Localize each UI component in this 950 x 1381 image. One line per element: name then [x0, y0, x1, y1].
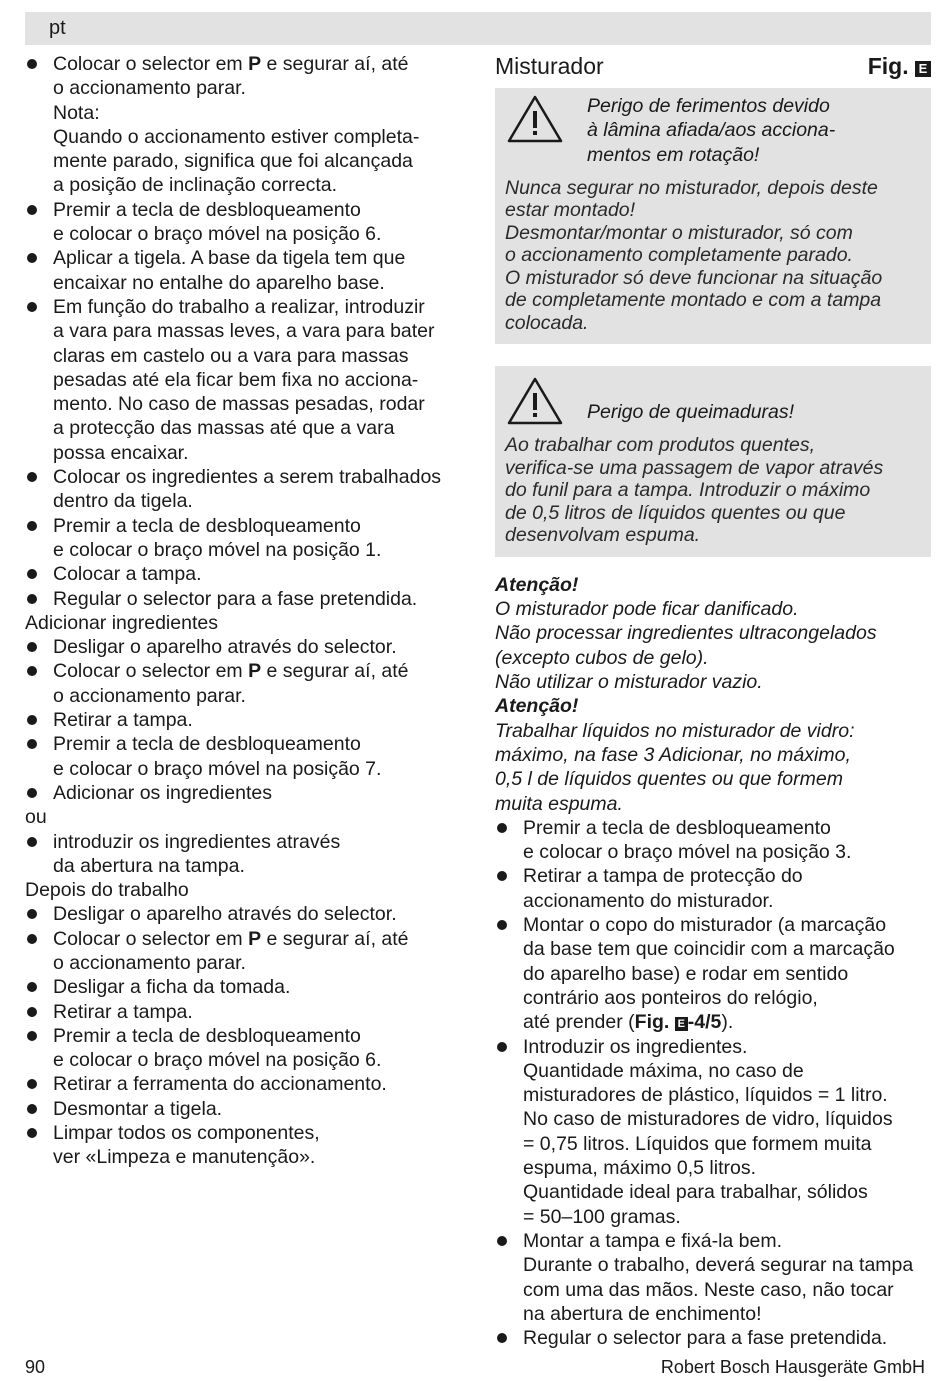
attention-block: Atenção! O misturador pode ficar danificado. Não processar ingredientes ultracongelados (excepto cubos de gelo). Não utilizar o misturador vazio. Atenção! Trabalhar líquidos no misturador de vidro: máximo, na fase 3 Adicionar, no máximo, 0,5 l de líquidos quentes ou que formem muita espuma.: [495, 573, 931, 816]
company-name: Robert Bosch Hausgeräte GmbH: [660, 1357, 925, 1377]
list-item: Limpar todos os componentes, ver «Limpeza e manutenção».: [25, 1121, 465, 1170]
warning-body: Nunca segurar no misturador, depois deste estar montado! Desmontar/montar o misturador, só com o accionamento completamente parado. O misturador só deve funcionar na situação de completamente montado e com a tampa colocada.: [505, 176, 883, 334]
language-code: pt: [49, 17, 66, 39]
section-heading-add-ingredients: Adicionar ingredientes: [25, 611, 218, 634]
warning-title: Perigo de ferimentos devido à lâmina afiada/aos acciona- mentos em rotação!: [587, 95, 836, 166]
attention-heading: Atenção!: [495, 695, 579, 718]
list-item: Colocar o selector em P e segurar aí, até o accionamento parar.: [25, 659, 465, 708]
list-item: Retirar a tampa.: [25, 1000, 465, 1024]
section-title-row: [495, 52, 931, 80]
list-item: Desligar a ficha da tomada.: [25, 975, 465, 999]
attention-heading: Atenção!: [495, 573, 579, 596]
warning-triangle-icon: [507, 376, 563, 426]
left-column: [25, 52, 465, 1170]
list-item: Premir a tecla de desbloqueamento e colocar o braço móvel na posição 3.: [495, 816, 931, 865]
figure-reference: Fig. E: [868, 52, 931, 80]
page-number: 90: [25, 1357, 46, 1377]
section-title: Misturador: [495, 53, 604, 79]
list-item: Regular o selector para a fase pretendida.: [495, 1326, 931, 1350]
list-item: Colocar os ingredientes a serem trabalhados dentro da tigela.: [25, 465, 465, 514]
list-item: Desligar o aparelho através do selector.: [25, 635, 465, 659]
list-item: Colocar a tampa.: [25, 562, 465, 586]
language-header-bar: [25, 12, 931, 45]
warning-box-burn: [495, 366, 931, 557]
list-item: Premir a tecla de desbloqueamento e colocar o braço móvel na posição 6.: [25, 198, 465, 247]
list-item: Retirar a tampa de protecção do accionamento do misturador.: [495, 864, 931, 913]
list-item: Colocar o selector em P e segurar aí, até o accionamento parar.: [25, 52, 465, 101]
list-item: Premir a tecla de desbloqueamento e colocar o braço móvel na posição 1.: [25, 514, 465, 563]
list-item: Aplicar a tigela. A base da tigela tem que encaixar no entalhe do aparelho base.: [25, 246, 465, 295]
list-item: Premir a tecla de desbloqueamento e colocar o braço móvel na posição 7.: [25, 732, 465, 781]
list-item: Em função do trabalho a realizar, introduzir a vara para massas leves, a vara para bater claras em castelo ou a vara para massas pesadas até ela ficar bem fixa no acciona- mento. No caso de massas pesadas, rodar a protecção das massas até que a vara possa encaixar.: [25, 295, 465, 465]
section-heading-after-work: Depois do trabalho: [25, 879, 189, 902]
right-column: [495, 52, 931, 1350]
list-item: Colocar o selector em P e segurar aí, até o accionamento parar.: [25, 927, 465, 976]
list-item: Desmontar a tigela.: [25, 1097, 465, 1121]
list-item: introduzir os ingredientes através da abertura na tampa.: [25, 830, 465, 879]
or-text: ou: [25, 806, 47, 829]
list-item: Retirar a tampa.: [25, 708, 465, 732]
list-item: Desligar o aparelho através do selector.: [25, 902, 465, 926]
note-label: Nota:: [53, 101, 100, 124]
list-item: Introduzir os ingredientes. Quantidade máxima, no caso de misturadores de plástico, líquidos = 1 litro. No caso de misturadores de vidro, líquidos = 0,75 litros. Líquidos que formem muita espuma, máximo 0,5 litros. Quantidade ideal para trabalhar, sólidos = 50–100 gramas.: [495, 1035, 931, 1229]
list-item: Adicionar os ingredientes: [25, 781, 465, 805]
figure-letter-badge: E: [675, 1017, 688, 1031]
note-block: Nota: Quando o accionamento estiver completa- mente parado, significa que foi alcançada a posição de inclinação correcta.: [25, 101, 465, 198]
list-item: Premir a tecla de desbloqueamento e colocar o braço móvel na posição 6.: [25, 1024, 465, 1073]
list-item: Retirar a ferramenta do accionamento.: [25, 1072, 465, 1096]
figure-letter-badge: E: [915, 61, 931, 77]
warning-body: Ao trabalhar com produtos quentes, verifica-se uma passagem de vapor através do funil para a tampa. Introduzir o máximo de 0,5 litros de líquidos quentes ou que desenvolvam espuma.: [505, 434, 884, 547]
warning-triangle-icon: [507, 94, 563, 144]
warning-box-injury: [495, 88, 931, 344]
list-item: Montar o copo do misturador (a marcação da base tem que coincidir com a marcação do aparelho base) e rodar em sentido contrário aos ponteiros do relógio, até prender (Fig. E -4/5).: [495, 913, 931, 1034]
list-item: Regular o selector para a fase pretendida.: [25, 587, 465, 611]
list-item: Montar a tampa e fixá-la bem. Durante o trabalho, deverá segurar na tampa com uma das mãos. Neste caso, não tocar na abertura de enchimento!: [495, 1229, 931, 1326]
warning-title: Perigo de queimaduras!: [587, 401, 795, 424]
